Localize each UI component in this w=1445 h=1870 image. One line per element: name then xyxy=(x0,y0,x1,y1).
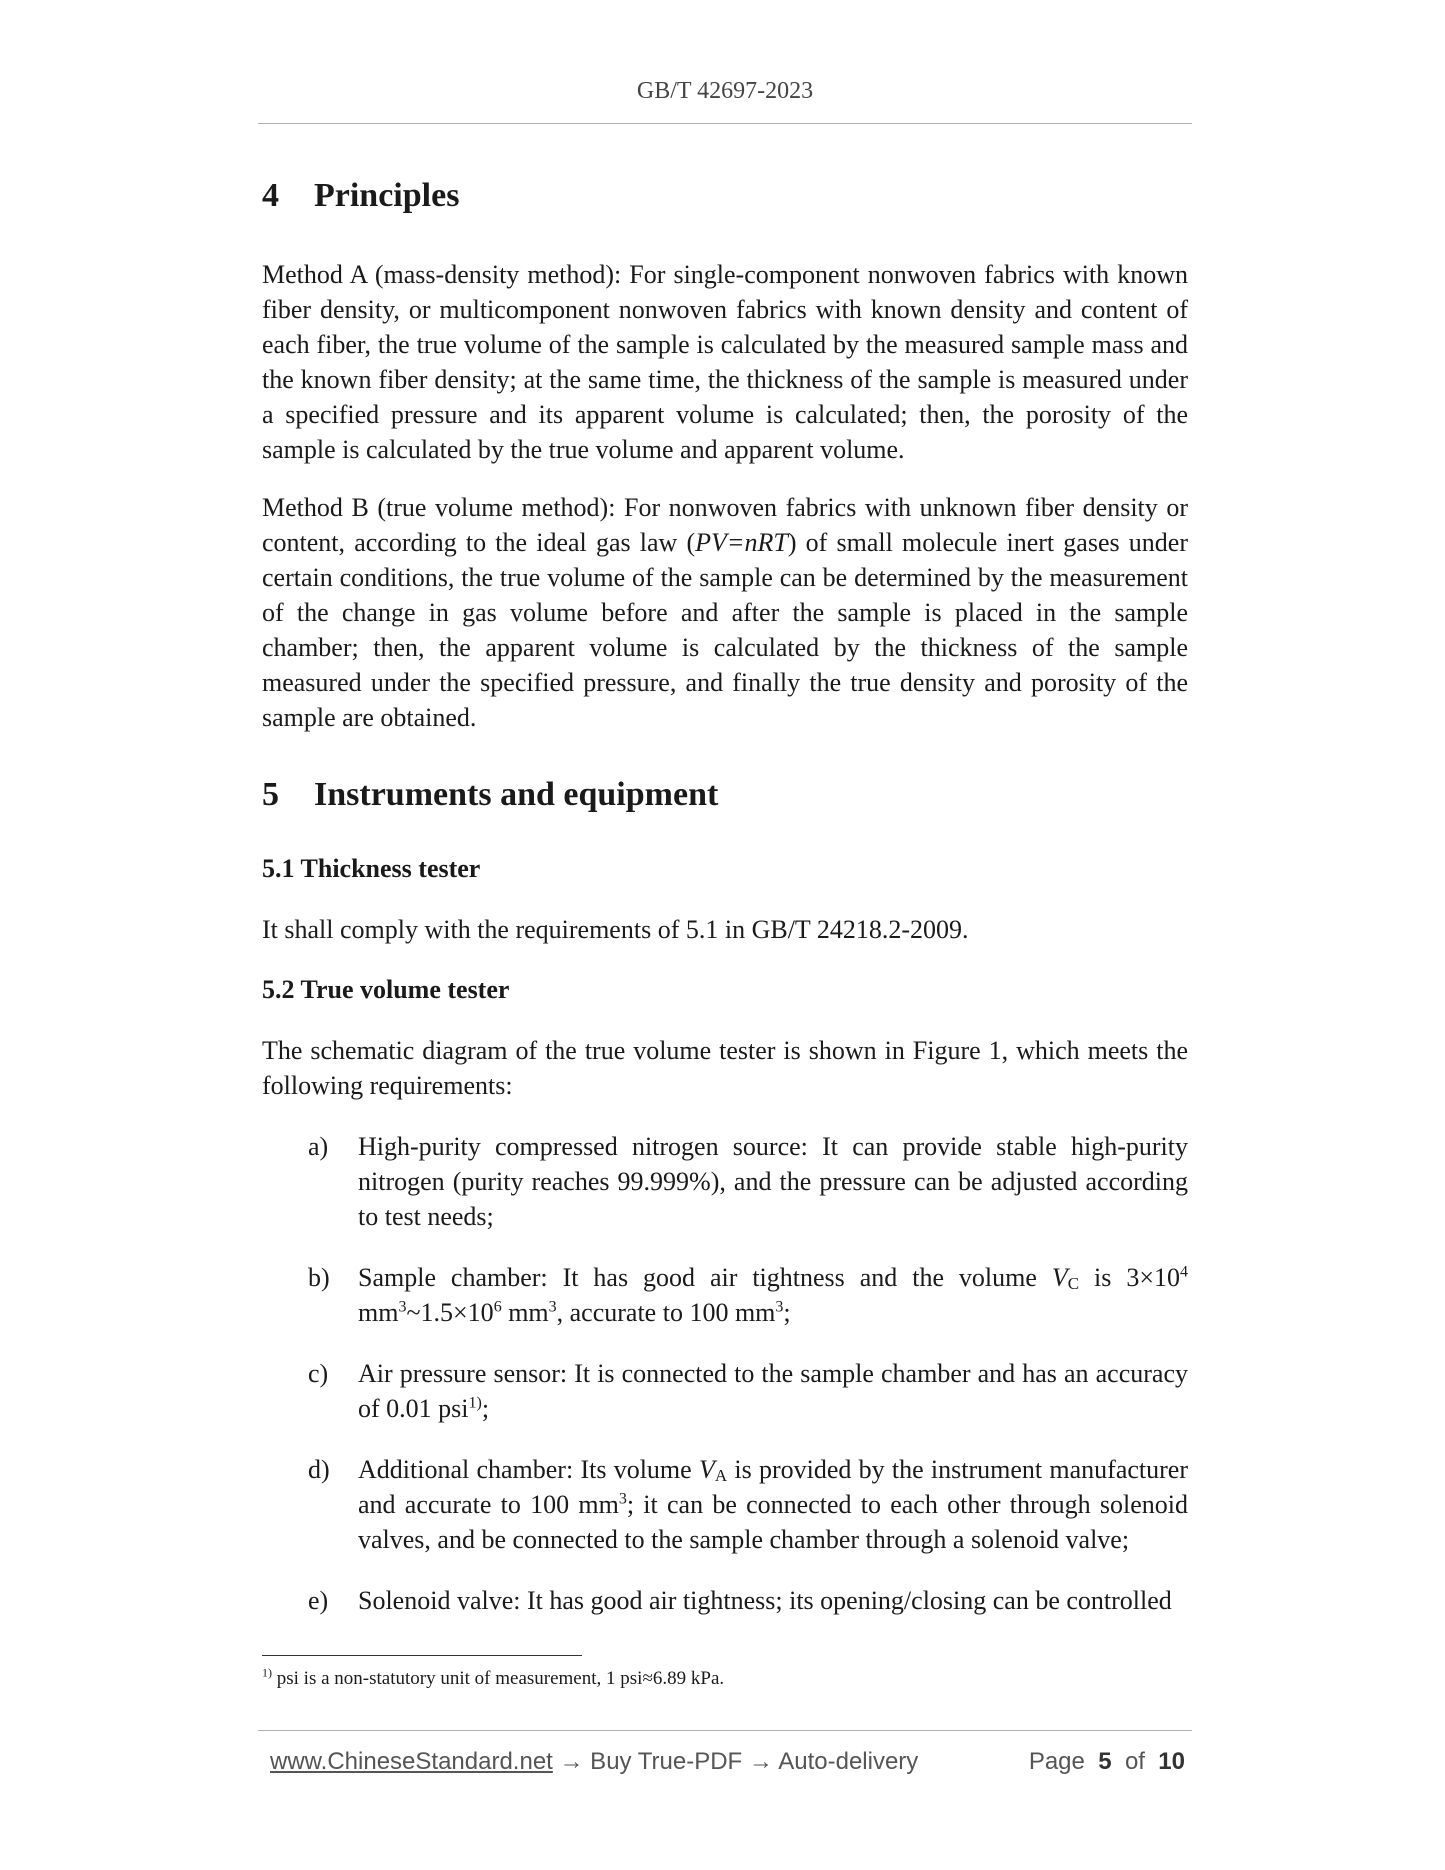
page-footer xyxy=(270,1748,1185,1776)
footer-tagline: → Buy True-PDF → Auto-delivery xyxy=(552,1748,919,1775)
section-5-number: 5 xyxy=(262,775,279,813)
footer-divider xyxy=(258,1730,1192,1731)
list-marker: b) xyxy=(308,1262,330,1292)
subsection-5-1-heading: 5.1 Thickness tester xyxy=(262,853,481,883)
method-b-paragraph: Method B (true volume method): For nonwoven fabrics with unknown fiber density or content, according to the ideal gas law (PV=nRT) of small molecule inert gases under certain conditions, the true volume of the sample can be determined by the measurement of the change in gas volume before and after the sample is placed in the sample chamber; then, the apparent volume is calculated by the thickness of the sample measured under the specified pressure, and finally the true density and porosity of the sample are obtained. xyxy=(262,492,1188,732)
method-a-paragraph: Method A (mass-density method): For single-component nonwoven fabrics with known fiber density, or multicomponent nonwoven fabrics with known density and content of each fiber, the true volume of the sample is calculated by the measured sample mass and the known fiber density; at the same time, the thickness of the sample is measured under a specified pressure and its apparent volume is calculated; then, the porosity of the sample is calculated by the true volume and apparent volume. xyxy=(262,259,1188,464)
list-marker: c) xyxy=(308,1358,329,1388)
footnote-mark: 1) xyxy=(262,1665,272,1680)
list-item-d: d) Additional chamber: Its volume $V_A$ is provided by the instrument manufacturer and accurate to 100 $mm^3$; it can be connected to each other through solenoid valves, and be connected to the sample chamber through a solenoid valve; xyxy=(262,1452,1188,1557)
section-5-heading xyxy=(262,775,1188,816)
page-header: GB/T 42697-2023 xyxy=(636,78,814,104)
list-item-e: e) Solenoid valve: It has good air tightness; its opening/closing can be controlled xyxy=(262,1583,1188,1618)
footnote-divider xyxy=(262,1655,582,1656)
list-item-b: b) Sample chamber: It has good air tightness and the volume $V_C$ is $3\times 10^4$ $mm^3\sim 1.5\times 10^6$ $mm^3$, accurate to 100 $mm^3$; xyxy=(262,1260,1188,1330)
section-4-number: 4 xyxy=(262,177,279,214)
list-marker: e) xyxy=(308,1585,329,1615)
header-divider xyxy=(258,123,1192,124)
subsection-5-2-heading: 5.2 True volume tester xyxy=(262,974,510,1004)
footnote xyxy=(262,1665,725,1690)
footnote-text: psi is a non-statutory unit of measurement, 1 psi≈6.89 kPa. xyxy=(272,1668,725,1689)
list-marker: d) xyxy=(308,1454,330,1484)
ideal-gas-formula: PV=nRT xyxy=(695,527,788,557)
current-page: 5 xyxy=(1098,1748,1112,1775)
section-4-heading xyxy=(262,176,1188,217)
page-indicator: Page 5 of 10 xyxy=(1028,1748,1185,1775)
requirements-list xyxy=(262,1129,1188,1618)
list-marker: a) xyxy=(308,1131,329,1161)
total-pages: 10 xyxy=(1158,1748,1185,1775)
page-content xyxy=(262,176,1188,1618)
list-item-a: a) High-purity compressed nitrogen source: It can provide stable high-purity nitrogen (purity reaches 99.999%), and the pressure can be adjusted according to test needs; xyxy=(262,1129,1188,1234)
section-4-title: Principles xyxy=(314,177,460,214)
footnote-reference[interactable]: 1) xyxy=(468,1393,482,1411)
subsection-5-1-text: It shall comply with the requirements of 5.1 in GB/T 24218.2-2009. xyxy=(262,914,969,944)
list-item-c: c) Air pressure sensor: It is connected to the sample chamber and has an accuracy of 0.01 psi$^{1)}$; xyxy=(262,1356,1188,1426)
website-link[interactable]: www.ChineseStandard.net xyxy=(270,1748,553,1775)
subsection-5-2-text: The schematic diagram of the true volume tester is shown in Figure 1, which meets the following requirements: xyxy=(262,1035,1188,1100)
section-5-title: Instruments and equipment xyxy=(314,775,719,813)
